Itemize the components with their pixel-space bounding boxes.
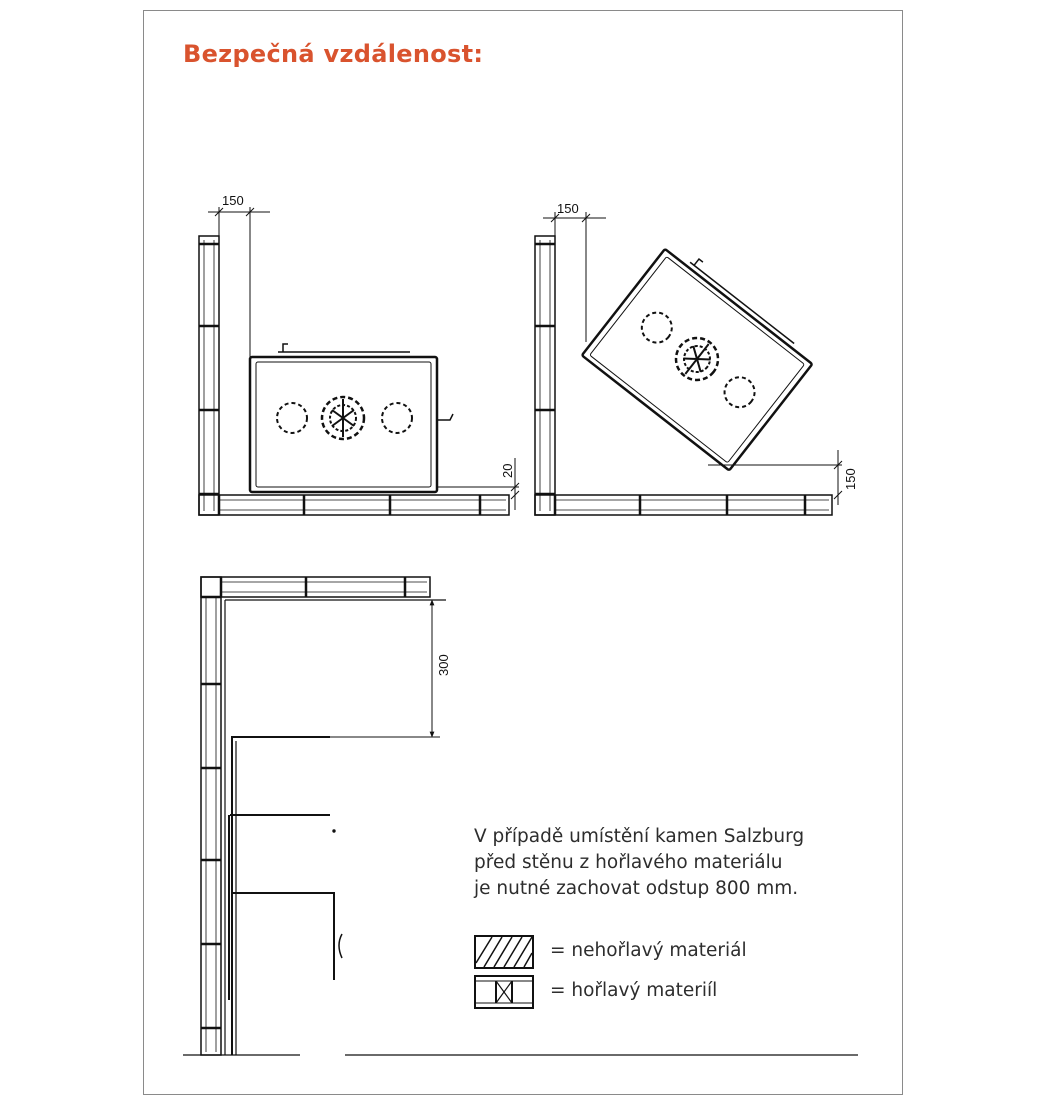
floor [199, 495, 509, 515]
hatch-swatch-icon [474, 935, 534, 969]
legend-label: = hořlavý materiíl [550, 980, 718, 1001]
stove-side-view [229, 737, 342, 1055]
dim-label-side-top: 300 [436, 654, 451, 676]
dim-label-front-side: 150 [222, 193, 244, 208]
note-line: je nutné zachovat odstup 800 mm. [474, 878, 799, 899]
floor [535, 495, 832, 515]
dim-top-gap [330, 600, 440, 737]
note-text [474, 824, 804, 902]
left-wall [199, 236, 219, 515]
side-wall [201, 577, 221, 1055]
ceiling-line [225, 600, 446, 1055]
corner-placement-diagram [535, 212, 842, 515]
dim-label-front-bottom: 20 [500, 463, 515, 478]
ceiling [201, 577, 430, 597]
front-placement-diagram [199, 207, 519, 515]
dim-side-gap [543, 212, 606, 342]
dim-label-corner-bottom: 150 [843, 468, 858, 490]
note-line: V případě umístění kamen Salzburg [474, 826, 805, 847]
dim-side-gap [208, 207, 270, 357]
note-line: před stěnu z hořlavého materiálu [474, 852, 783, 873]
timber-swatch-icon [474, 975, 534, 1009]
dim-label-corner-side: 150 [557, 201, 579, 216]
legend-label: = nehořlavý materiál [550, 940, 747, 961]
left-wall [535, 236, 555, 515]
stove-top-view-rotated [582, 239, 820, 471]
page-title: Bezpečná vzdálenost: [183, 40, 484, 68]
stove-top-view [250, 344, 453, 492]
